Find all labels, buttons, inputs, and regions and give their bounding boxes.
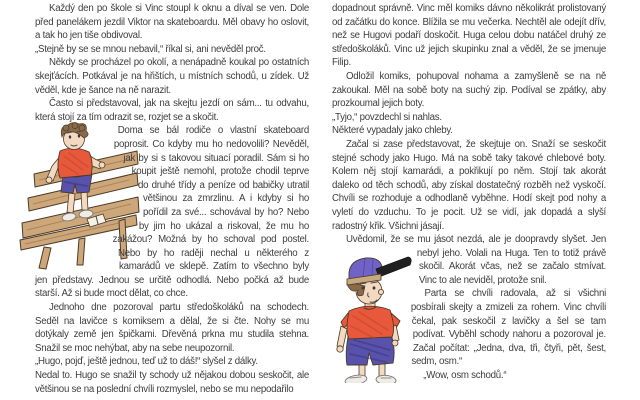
paragraph-dialogue: „Hugo, pojď, ještě jednou, teď už to dáš!“ slyšel z dálky. bbox=[35, 356, 258, 368]
paragraph: Odložil komiks, pohupoval nohama a zamyšleně se na ně zakoukal. Měl na sobě boty na suchý zip. Podíval se zpátky, aby prozkoumal jejich boty. bbox=[332, 70, 606, 110]
paragraph: Někdy se procházel po okolí, a nenápadně koukal po ostatních skejťácích. Potkával je na hřištích, u místních schodů, u zídek. Už věděl, kde je šance na ně narazit. bbox=[35, 57, 309, 96]
paragraph: dopadnout správně. Vinc měl komiks dávno několikrát prolistovaný od začátku do konce. Blížila se mu večerka. Nechtěl ale odejít dřív, než se Hugovi podaří doskočit. Huga celou dobu natáčel druhý ze středoškoláků. Vinc už jejich skupinku znal a věděl, že se jmenuje Filip. bbox=[332, 3, 606, 69]
paragraph: Nedal to. Hugo se snažil ty schody už nějakou dobou seskočit, ale většinou se na poslední chvíli rozmyslel, nebo se mu nepodařilo bbox=[35, 370, 309, 395]
paragraph-dialogue: „Stejně by se se mnou nebavil,“ říkal si, ani nevěděl proč. bbox=[35, 43, 266, 55]
paragraph-text: Uvědomil, že se mu jásot nezdá, ale je doopravdy slyšet. Jen nebyl jeho. Volali na Huga. Ten to totiž právě skočil. Akorát včas, než se začalo stmívat. Vinc to ale neviděl, protože snil. bbox=[346, 234, 606, 286]
paragraph-with-illustration bbox=[332, 233, 606, 287]
paragraph: Začal si zase představovat, že skejtuje on. Snaží se seskočit stejné schody jako Hugo. Má na sobě taky takové chlebové boty. Kolem něj stojí kamarádi, a pokřikují po něm. Stojí tak akorát daleko od těch schodů, aby získal dostatečný rozběh než vyskočí. Chvíli se rozhoduje a odhodlaně vyběhne. Hodí skejt pod nohy a vyletí do vzduchu. To je pocit. Už se vidí, jak dopadá a slyší radostný křik. Všichni jásají. bbox=[332, 138, 606, 232]
paragraph: Často si představoval, jak na skejtu jezdí on sám... tu odvahu, která stojí za tím odrazit se, rozjet se a skočit. bbox=[35, 98, 309, 123]
illustration-standing-boy bbox=[334, 233, 418, 383]
paragraph: Jednoho dne pozoroval partu středoškoláků na schodech. Seděl na lavičce s komiksem a dělal, že si čte. Nohy se mu dotýkaly země jen špičkami. Dřevěná prkna mu studila stehna. Snažil se moc nehýbat, aby na sebe neupozornil. bbox=[35, 302, 309, 354]
paragraph-dialogue: „Tyjo,“ povzdechl si nahlas. bbox=[332, 111, 442, 123]
paragraph: Některé vypadaly jako chleby. bbox=[332, 125, 453, 137]
paragraph: Parta se chvíli radovala, až si všichni posbírali skejty a zmizeli za rohem. Vinc chvíli čekal, pak seskočil z lavičky a šel se tam podívat. Vyběhl schody nahoru a pozoroval je. Začal počítat: „Jedna, dva, tři, čtyři, pět, šest, sedm, osm.“ bbox=[410, 288, 606, 368]
text-column-right bbox=[332, 2, 606, 400]
paragraph-dialogue: „Wow, osm schodů.“ bbox=[423, 370, 507, 382]
paragraph-text: Doma se bál rodiče o vlastní skateboard poprosit. Co kdyby mu ho nedovolili? Nevěděl, jak by si s takovou situací poradil. Sám si ho koupit ještě nemohl, protože chodil teprve do druhé třídy a peníze od babičky utratil většinou za zmrzlinu. A i kdyby si ho pořídil za své... schovával by ho? Nebo by jim ho ukázal a riskoval, že mu ho zakážou? Možná by ho schoval pod postel. Nebo by ho raději nechal u některého z kamarádů ve sklepě. Zatím to všechno byly jen představy. Jednou se určitě odhodlá. Nebo počká až bude starší. Až si bude moct dělat, co chce. bbox=[35, 125, 309, 300]
standing-boy bbox=[337, 257, 411, 383]
text-column-left bbox=[35, 2, 309, 400]
paragraph: Každý den po škole si Vinc stoupl k oknu a díval se ven. Dole před panelákem jezdil Viktor na skateboardu. Měl obavy ho oslovit, a tak ho jen tiše obdivoval. bbox=[35, 3, 309, 42]
paragraph-with-illustration bbox=[35, 124, 309, 301]
